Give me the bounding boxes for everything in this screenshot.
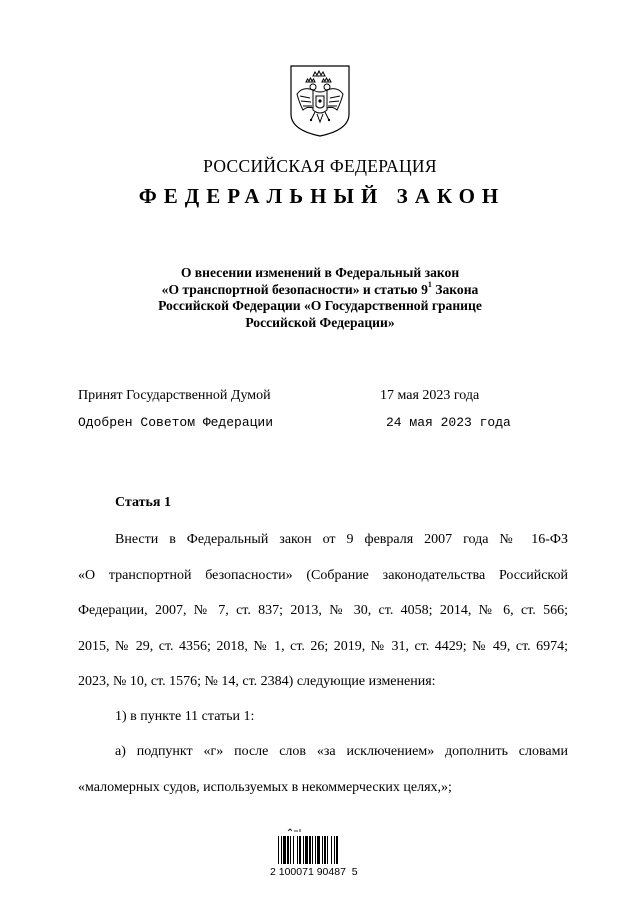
paragraph-line: «О транспортной безопасности» (Собрание законодательства Российской xyxy=(78,567,568,583)
barcode-number: 2 100071 90487 5 xyxy=(270,866,358,878)
law-title-line-3: Российской Федерации «О Государственной границе xyxy=(158,298,482,313)
coat-of-arms-emblem xyxy=(289,64,351,138)
barcode xyxy=(278,828,360,871)
paragraph-line: 2015, № 29, ст. 4356; 2018, № 1, ст. 26; 2019, № 31, ст. 4429; № 49, ст. 6974; xyxy=(78,638,568,654)
law-title xyxy=(110,265,530,331)
country-name: РОССИЙСКАЯ ФЕДЕРАЦИЯ xyxy=(203,156,437,176)
item-1-paragraph xyxy=(78,699,568,735)
paragraph-line: 2023, № 10, ст. 1576; № 14, ст. 2384) следующие изменения: xyxy=(78,674,436,689)
article-heading: Статья 1 xyxy=(115,495,171,510)
paragraph-line: 1) в пункте 11 статьи 1: xyxy=(115,709,255,724)
duma-adoption-date: 17 мая 2023 года xyxy=(380,388,480,403)
law-title-line-2-text: «О транспортной безопасности» и статью 9 xyxy=(161,281,428,297)
superscript: 1 xyxy=(427,279,432,289)
paragraph-line: Федерации, 2007, № 7, ст. 837; 2013, № 30, ст. 4058; 2014, № 6, ст. 566; xyxy=(78,603,568,618)
paragraph-line: Внести в Федеральный закон от 9 февраля 2007 года № 16-ФЗ xyxy=(115,532,568,547)
law-title-line-2-end: Закона xyxy=(431,281,479,297)
item-a-paragraph xyxy=(78,734,568,805)
council-approval-label: Одобрен Советом Федерации xyxy=(78,415,274,430)
law-title-line-2 xyxy=(110,279,530,299)
law-title-line-4: Российской Федерации» xyxy=(245,314,395,330)
article-intro-paragraph xyxy=(78,522,568,700)
paragraph-line: «маломерных судов, используемых в некоммерческих целях,»; xyxy=(78,779,452,795)
document-type: ФЕДЕРАЛЬНЫЙ ЗАКОН xyxy=(138,184,506,208)
paragraph-line: а) подпункт «г» после слов «за исключением» дополнить словами xyxy=(115,744,568,759)
duma-adoption-label: Принят Государственной Думой xyxy=(78,388,271,403)
council-approval-date: 24 мая 2023 года xyxy=(386,415,511,430)
law-title-line-1: О внесении изменений в Федеральный закон xyxy=(180,265,460,280)
